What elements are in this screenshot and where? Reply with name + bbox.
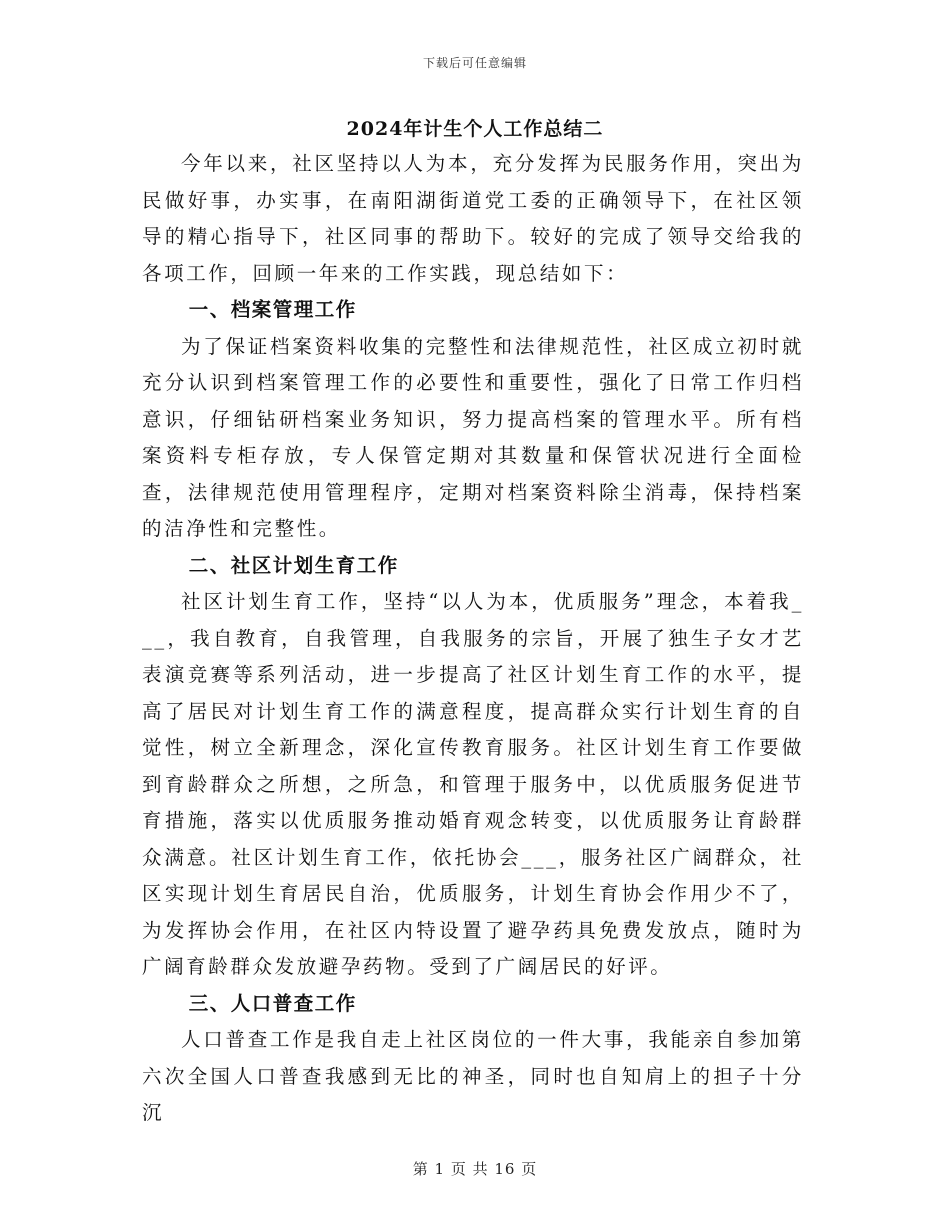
section-body-census: 人口普查工作是我自走上社区岗位的一件大事，我能亲自参加第六次全国人口普查我感到无比的神圣，同时也自知肩上的担子十分沉 bbox=[142, 1028, 804, 1124]
section-body-family-planning: 社区计划生育工作，坚持“以人为本，优质服务”理念，本着我___，我自教育，自我管理，自我服务的宗旨，开展了独生子女才艺表演竞赛等系列活动，进一步提高了社区计划生育工作的水平，提高了居民对计划生育工作的满意程度，提高群众实行计划生育的自觉性，树立全新理念，深化宣传教育服务。社区计划生育工作要做到育龄群众之所想，之所急，和管理于服务中，以优质服务促进节育措施，落实以优质服务推动婚育观念转变，以优质服务让育龄群众满意。社区计划生育工作，依托协会___，服务社区广阔群众，社区实现计划生育居民自治，优质服务，计划生育协会作用少不了，为发挥协会作用，在社区内特设置了避孕药具免费发放点，随时为广阔育龄群众发放避孕药物。受到了广阔居民的好评。 bbox=[142, 590, 804, 978]
document-title: 2024年计生个人工作总结二 bbox=[346, 118, 604, 140]
header-note: 下载后可任意编辑 bbox=[422, 56, 527, 70]
section-body-archives: 为了保证档案资料收集的完整性和法律规范性，社区成立初时就充分认识到档案管理工作的必要性和重要性，强化了日常工作归档意识，仔细钻研档案业务知识，努力提高档案的管理水平。所有档案资料专柜存放，专人保管定期对其数量和保管状况进行全面检查，法律规范使用管理程序，定期对档案资料除尘消毒，保持档案的洁净性和完整性。 bbox=[142, 334, 804, 540]
section-heading-family-planning: 二、社区计划生育工作 bbox=[188, 553, 399, 577]
intro-paragraph: 今年以来，社区坚持以人为本，充分发挥为民服务作用，突出为民做好事，办实事，在南阳湖街道党工委的正确领导下，在社区领导的精心指导下，社区同事的帮助下。较好的完成了领导交给我的各项工作，回顾一年来的工作实践，现总结如下： bbox=[142, 152, 804, 285]
section-heading-archives: 一、档案管理工作 bbox=[188, 298, 357, 321]
document-body bbox=[142, 146, 804, 1132]
section-heading-census: 三、人口普查工作 bbox=[188, 991, 357, 1015]
page-number: 第 1 页 共 16 页 bbox=[412, 1160, 538, 1178]
